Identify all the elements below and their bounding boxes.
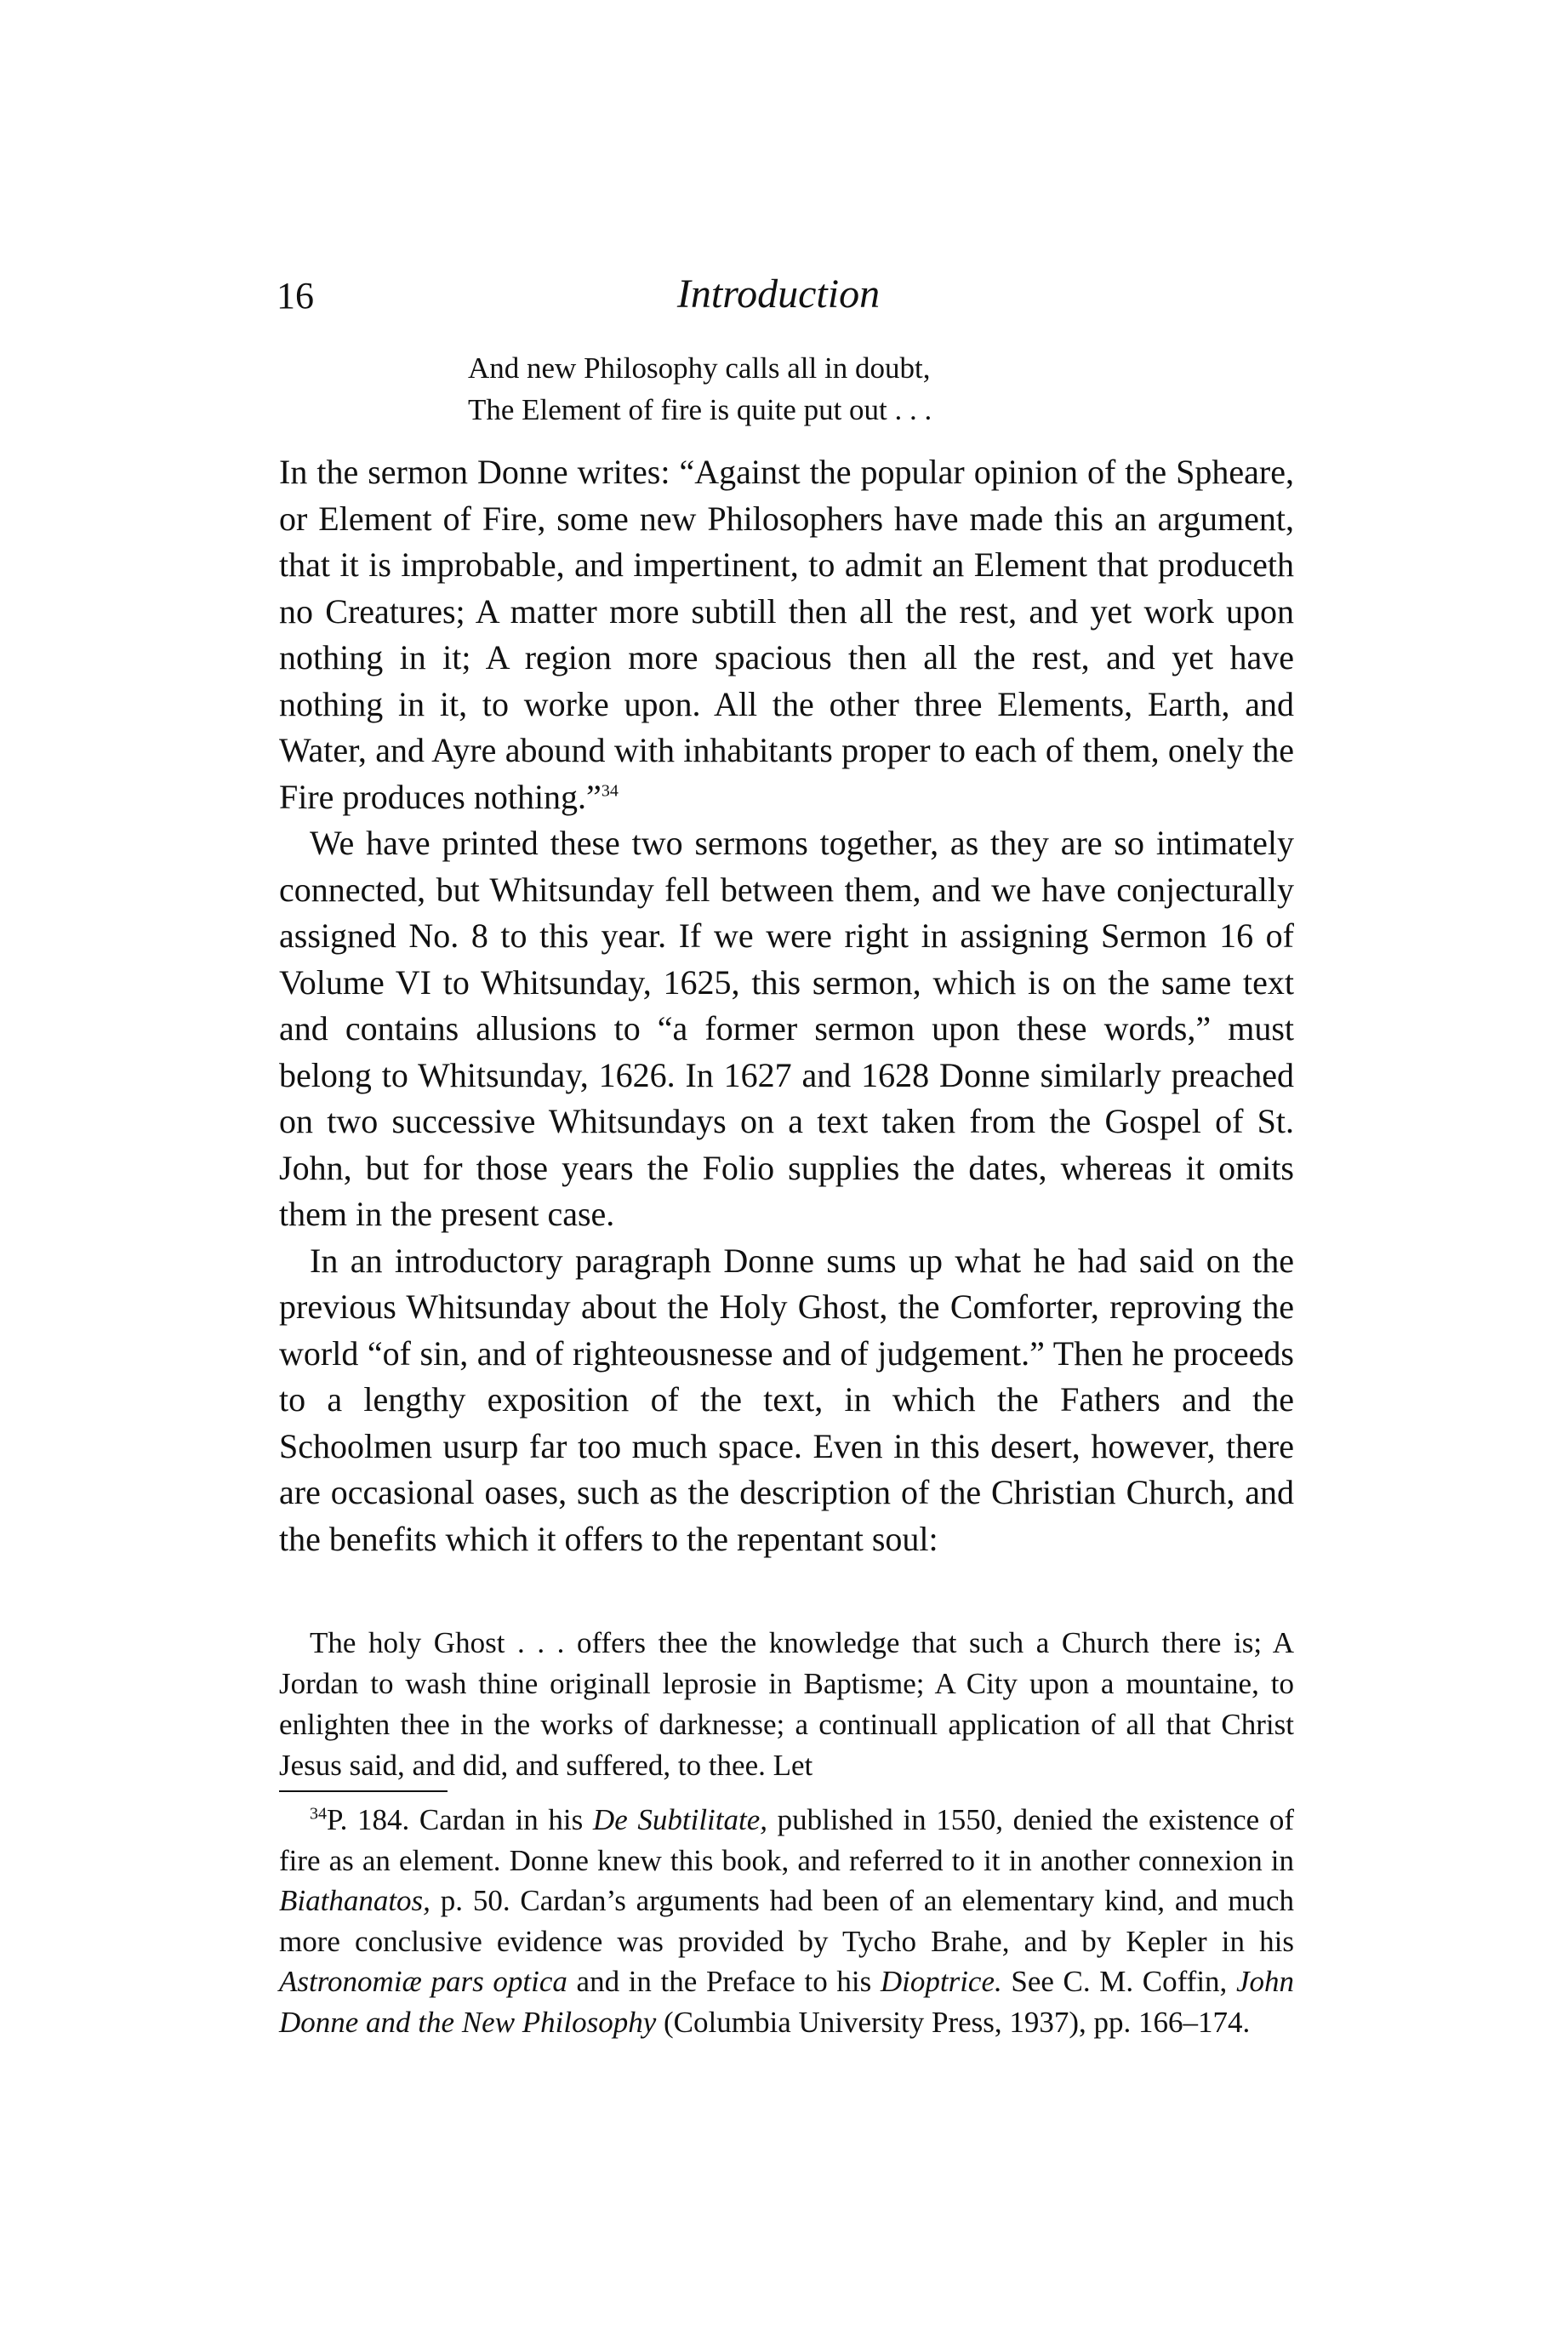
book-title: Astronomiæ pars optica — [279, 1965, 567, 1998]
footnote-text: See C. M. Coffin, — [1001, 1965, 1236, 1998]
footnote-text: (Columbia University Press, 1937), pp. 166–174. — [656, 2005, 1251, 2039]
running-title: Introduction — [676, 271, 881, 317]
footnote-text: published in 1550, denied the existence of fire as an element. Donne knew this book, and referred to it in another connexion in — [279, 1803, 1294, 1877]
verse-quotation — [468, 347, 932, 431]
verse-line: And new Philosophy calls all in doubt, — [468, 351, 931, 385]
verse-line: The Element of fire is quite put out . . . — [468, 393, 932, 426]
paragraph: In an introductory paragraph Donne sums up what he had said on the previous Whitsunday about the Holy Ghost, the Comforter, reproving the world “of sin, and of righteousnesse and of judgement.” Then he proceeds to a lengthy exposition of the text, in which the Fathers and the Schoolmen usurp far too much space. Even in this desert, however, there are occasional oases, such as the description of the Christian Church, and the benefits which it offers to the repentant soul: — [279, 1241, 1294, 1558]
paragraph — [279, 449, 1294, 820]
footnote-text: p. 50. Cardan’s arguments had been of an elementary kind, and much more conclusive evidence was provided by Tycho Brahe, and by Kepler in his — [279, 1884, 1294, 1958]
body-text — [279, 449, 1294, 1562]
footnote-text: P. 184. Cardan in his — [327, 1803, 593, 1836]
book-title: John Donne and the New Philosophy — [279, 1965, 1294, 2039]
page-number: 16 — [277, 275, 314, 317]
footnote-mark: 34 — [310, 1804, 327, 1824]
footnote-divider — [279, 1790, 448, 1792]
book-title: Biathanatos, — [279, 1884, 430, 1917]
footnote-text: and in the Preface to his — [567, 1965, 881, 1998]
book-title: Dioptrice. — [880, 1965, 1002, 1998]
footnote-reference[interactable]: 34 — [601, 781, 619, 801]
footnote — [279, 1800, 1294, 2042]
paragraph: We have printed these two sermons together, as they are so intimately connected, but Whitsunday fell between them, and we have conjecturally assigned No. 8 to this year. If we were right in assigning Sermon 16 of Volume VI to Whitsunday, 1625, this sermon, which is on the same text and contains allusions to “a former sermon upon these words,” must belong to Whitsunday, 1626. In 1627 and 1628 Donne similarly preached on two successive Whitsundays on a text taken from the Gospel of St. John, but for those years the Folio supplies the dates, whereas it omits them in the present case. — [279, 824, 1294, 1233]
book-title: De Subtilitate, — [592, 1803, 768, 1836]
block-quotation: The holy Ghost . . . offers thee the knowledge that such a Church there is; A Jordan to wash thine originall leprosie in Baptisme; A City upon a mountaine, to enlighten thee in the works of darknesse; a continuall application of all that Christ Jesus said, and did, and suffered, to thee. Let — [279, 1626, 1294, 1782]
paragraph-text: In the sermon Donne writes: “Against the popular opinion of the Spheare, or Element of Fire, some new Philosophers have made this an argument, that it is improbable, and impertinent, to admit an Element that produceth no Creatures; A matter more subtill then all the rest, and yet work upon nothing in it; A region more spacious then all the rest, and yet have nothing in it, to worke upon. All the other three Elements, Earth, and Water, and Ayre abound with inhabitants proper to each of them, onely the Fire produces nothing.” — [279, 453, 1294, 816]
